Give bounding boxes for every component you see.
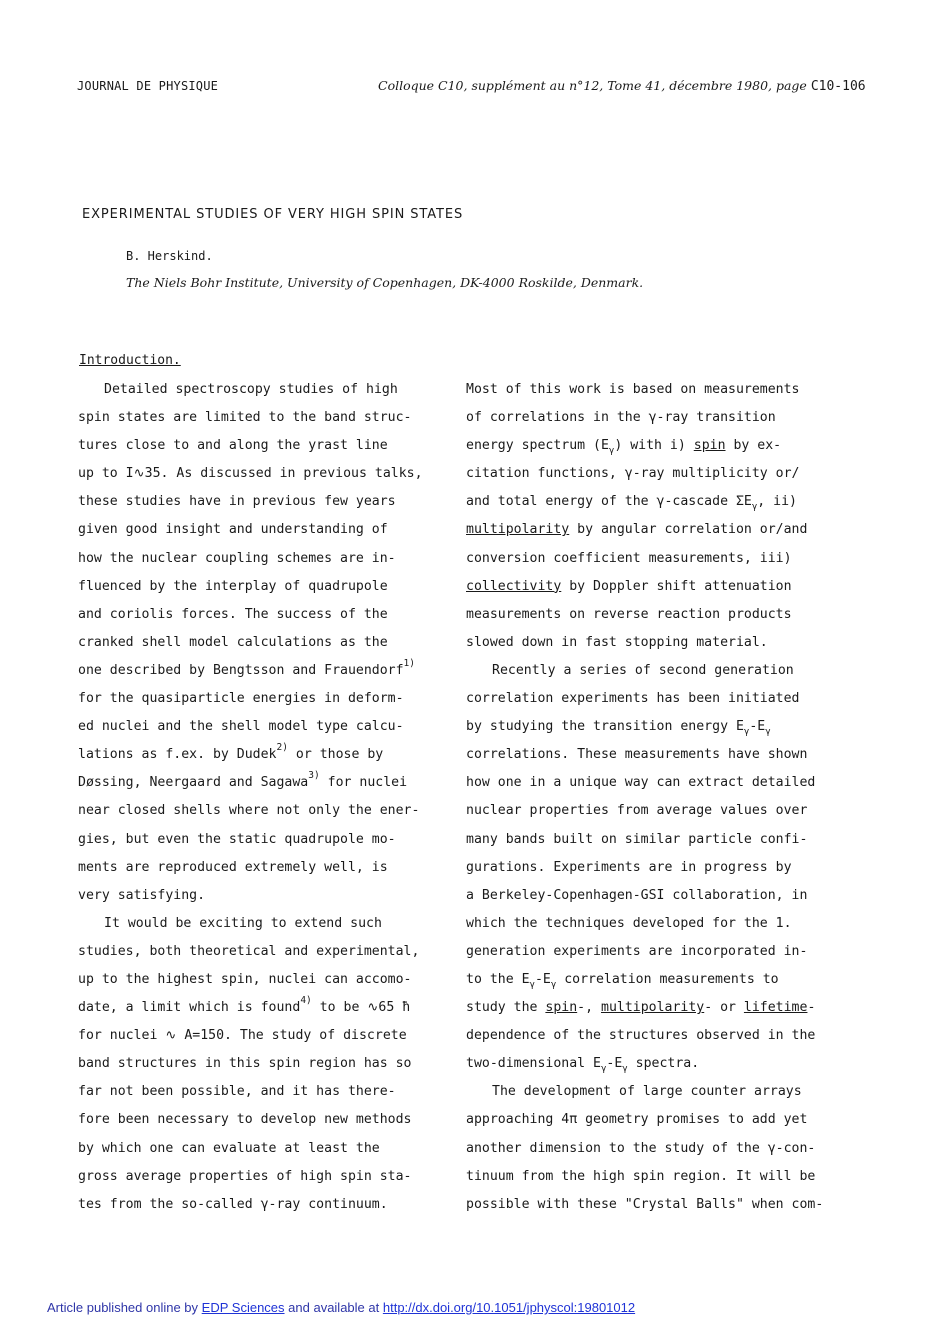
subscript-gamma: γ xyxy=(751,502,758,513)
text-fragment: study the xyxy=(466,1000,546,1016)
text-fragment: very satisfying. xyxy=(78,887,206,903)
text-fragment: correlation measurements to xyxy=(556,971,779,987)
text-fragment: date, a limit which is found xyxy=(78,1000,301,1016)
text-fragment: fluenced by the interplay of quadrupole xyxy=(78,578,388,594)
text-fragment: , ii) xyxy=(757,494,797,510)
right-column xyxy=(466,376,856,1219)
text-fragment: these studies have in previous few years xyxy=(78,494,396,510)
text-line xyxy=(78,797,458,825)
text-line xyxy=(78,460,458,488)
text-line xyxy=(78,516,458,544)
text-line xyxy=(78,882,458,910)
underlined-term: multipolarity xyxy=(601,1000,705,1016)
subscript-gamma: γ xyxy=(608,446,615,457)
text-fragment: for the quasiparticle energies in deform- xyxy=(78,691,404,707)
text-fragment: up to I∿35. As discussed in previous talks, xyxy=(78,466,423,482)
text-line xyxy=(466,713,856,741)
text-line xyxy=(78,713,458,741)
subscript-gamma: γ xyxy=(622,1064,628,1075)
text-line: gurations. Experiments are in progress by xyxy=(466,859,792,875)
text-line xyxy=(78,404,458,432)
text-line xyxy=(78,938,458,966)
text-fragment: cranked shell model calculations as the xyxy=(78,634,388,650)
doi-link[interactable]: http://dx.doi.org/10.1051/jphyscol:19801012 xyxy=(382,1300,636,1315)
text-fragment: fore been necessary to develop new methods xyxy=(78,1112,412,1128)
text-line: dependence of the structures observed in the xyxy=(466,1028,816,1044)
subscript-gamma: γ xyxy=(765,727,771,738)
subscript-gamma: γ xyxy=(600,1064,607,1075)
text-fragment: spectra. xyxy=(627,1056,700,1072)
text-fragment: to the E xyxy=(466,971,530,987)
text-fragment: - or xyxy=(704,1000,744,1016)
text-fragment: far not been possible, and it has there- xyxy=(78,1084,396,1100)
affiliation: The Niels Bohr Institute, University of Copenhagen, DK-4000 Roskilde, Denmark. xyxy=(126,275,644,290)
text-line xyxy=(78,1191,458,1219)
underlined-term: collectivity xyxy=(466,578,562,594)
text-line: how one in a unique way can extract detailed xyxy=(466,775,816,791)
text-fragment: up to the highest spin, nuclei can accomo- xyxy=(78,971,412,987)
publication-footer xyxy=(47,1300,635,1315)
text-fragment: -E xyxy=(749,719,766,735)
text-fragment: near closed shells where not only the ener- xyxy=(78,803,420,819)
underlined-term: spin xyxy=(693,438,726,454)
section-heading: Introduction. xyxy=(79,353,181,368)
text-fragment: by which one can evaluate at least the xyxy=(78,1140,380,1156)
text-fragment: by ex- xyxy=(725,438,782,454)
text-fragment: -E xyxy=(606,1056,623,1072)
text-fragment: It would be exciting to extend such xyxy=(104,915,382,931)
text-fragment: by angular correlation or/and xyxy=(569,522,808,538)
text-fragment: for nuclei xyxy=(319,775,408,791)
page-number: C10-106 xyxy=(810,79,866,94)
text-line: which the techniques developed for the 1. xyxy=(466,915,792,931)
text-line xyxy=(466,488,856,516)
author: B. Herskind. xyxy=(126,249,213,263)
text-line: nuclear properties from average values over xyxy=(466,803,808,819)
underlined-term: spin xyxy=(545,1000,578,1016)
footer-middle: and available at xyxy=(288,1300,380,1315)
text-line: possible with these "Crystal Balls" when com- xyxy=(466,1196,824,1212)
text-fragment: spin states are limited to the band struc- xyxy=(78,410,412,426)
text-line xyxy=(466,516,856,544)
text-line xyxy=(78,376,458,404)
subscript-gamma: γ xyxy=(529,979,535,990)
reference-marker: 4) xyxy=(300,995,312,1007)
underlined-term: lifetime xyxy=(743,1000,808,1016)
text-fragment: to be ∿65 ħ xyxy=(311,1000,411,1016)
text-fragment: and coriolis forces. The success of the xyxy=(78,606,388,622)
text-line xyxy=(78,1022,458,1050)
text-fragment: gies, but even the static quadrupole mo- xyxy=(78,831,396,847)
text-line xyxy=(78,854,458,882)
text-line: of correlations in the γ-ray transition xyxy=(466,410,776,426)
text-line xyxy=(78,994,458,1022)
text-fragment: studies, both theoretical and experimental, xyxy=(78,943,420,959)
text-line: another dimension to the study of the γ-con- xyxy=(466,1140,816,1156)
text-line xyxy=(78,488,458,516)
text-line xyxy=(78,685,458,713)
text-line xyxy=(466,1050,856,1078)
subscript-gamma: γ xyxy=(550,979,557,990)
text-line xyxy=(466,966,856,994)
underlined-term: multipolarity xyxy=(466,522,570,538)
publisher-link[interactable]: EDP Sciences xyxy=(201,1300,285,1315)
text-line: slowed down in fast stopping material. xyxy=(466,634,768,650)
text-line: approaching 4π geometry promises to add yet xyxy=(466,1112,808,1128)
text-line xyxy=(78,966,458,994)
text-line xyxy=(78,826,458,854)
text-line xyxy=(78,1050,458,1078)
text-line xyxy=(78,910,458,938)
text-fragment: Døssing, Neergaard and Sagawa xyxy=(78,775,309,791)
text-fragment: tures close to and along the yrast line xyxy=(78,438,388,454)
text-fragment: how the nuclear coupling schemes are in- xyxy=(78,550,396,566)
text-line xyxy=(466,573,856,601)
text-fragment: given good insight and understanding of xyxy=(78,522,388,538)
text-fragment: ed nuclei and the shell model type calcu- xyxy=(78,719,404,735)
text-line: conversion coefficient measurements, iii) xyxy=(466,550,792,566)
text-line: correlations. These measurements have shown xyxy=(466,747,808,763)
reference-marker: 2) xyxy=(276,742,288,754)
text-line xyxy=(78,1135,458,1163)
reference-marker: 1) xyxy=(403,657,415,669)
issue-reference xyxy=(378,78,866,94)
text-line: Most of this work is based on measurements xyxy=(466,382,800,397)
subscript-gamma: γ xyxy=(743,727,750,738)
article-title: EXPERIMENTAL STUDIES OF VERY HIGH SPIN STATES xyxy=(82,207,464,222)
text-fragment: by Doppler shift attenuation xyxy=(561,578,792,594)
left-column xyxy=(78,376,458,1219)
text-fragment: Detailed spectroscopy studies of high xyxy=(104,382,398,397)
text-line: tinuum from the high spin region. It will be xyxy=(466,1168,816,1184)
text-fragment: - xyxy=(807,1000,816,1016)
text-fragment: band structures in this spin region has so xyxy=(78,1056,412,1072)
text-line xyxy=(78,657,458,685)
text-line: many bands built on similar particle confi- xyxy=(466,831,808,847)
reference-marker: 3) xyxy=(308,770,320,782)
text-line xyxy=(78,432,458,460)
text-line xyxy=(78,629,458,657)
text-fragment: -, xyxy=(577,1000,601,1016)
text-line xyxy=(78,1163,458,1191)
text-fragment: ) with i) xyxy=(614,438,694,454)
text-line xyxy=(78,601,458,629)
text-line: generation experiments are incorporated in- xyxy=(466,943,808,959)
text-line: Recently a series of second generation xyxy=(492,662,794,678)
text-line xyxy=(78,1106,458,1134)
text-fragment: gross average properties of high spin sta- xyxy=(78,1168,412,1184)
footer-prefix: Article published online by xyxy=(47,1300,199,1315)
text-line xyxy=(78,1078,458,1106)
text-fragment: lations as f.ex. by Dudek xyxy=(78,747,277,763)
text-fragment: energy spectrum (E xyxy=(466,438,609,454)
text-fragment: one described by Bengtsson and Frauendorf xyxy=(78,662,404,678)
text-line xyxy=(466,994,856,1022)
text-line: correlation experiments has been initiated xyxy=(466,691,800,707)
text-fragment: or those by xyxy=(287,747,384,763)
text-line xyxy=(78,573,458,601)
text-line: a Berkeley-Copenhagen-GSI collaboration, in xyxy=(466,887,808,903)
text-line: measurements on reverse reaction products xyxy=(466,606,792,622)
text-fragment: by studying the transition energy E xyxy=(466,719,744,735)
text-fragment: ments are reproduced extremely well, is xyxy=(78,859,388,875)
text-fragment: tes from the so-called γ-ray continuum. xyxy=(78,1196,388,1212)
text-fragment: two-dimensional E xyxy=(466,1056,601,1072)
text-line xyxy=(466,432,856,460)
text-fragment: for nuclei ∿ A=150. The study of discrete xyxy=(78,1028,407,1044)
text-fragment: and total energy of the γ-cascade ΣE xyxy=(466,494,752,510)
text-line xyxy=(78,741,458,769)
text-line xyxy=(78,545,458,573)
colloque-text: Colloque C10, supplément au n°12, Tome 41, décembre 1980, page xyxy=(378,78,807,93)
text-line: The development of large counter arrays xyxy=(492,1084,802,1100)
text-line: citation functions, γ-ray multiplicity or/ xyxy=(466,466,800,482)
text-fragment: -E xyxy=(534,971,551,987)
text-line xyxy=(78,769,458,797)
journal-name: JOURNAL DE PHYSIQUE xyxy=(77,79,219,93)
